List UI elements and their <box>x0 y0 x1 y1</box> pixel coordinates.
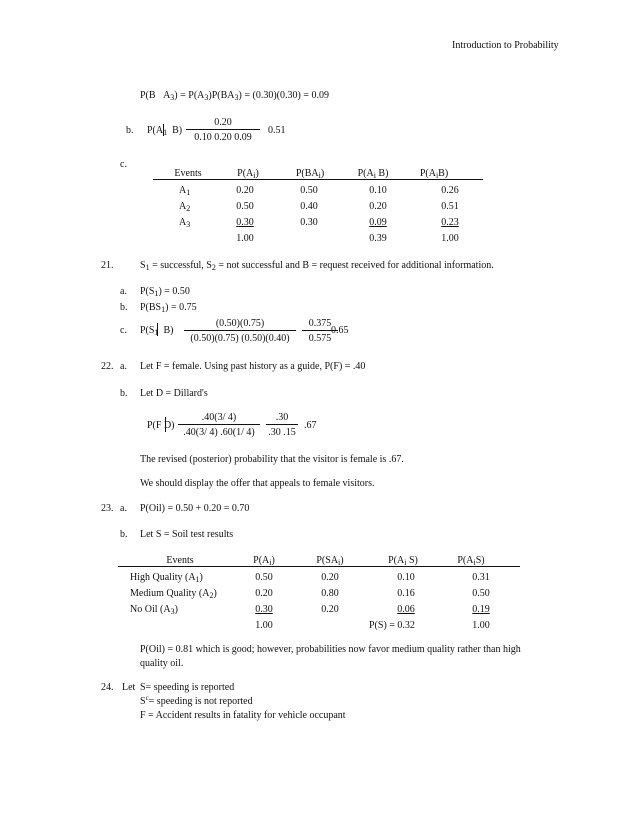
table-cell: 0.16 <box>397 588 415 599</box>
table-cell: 0.23 <box>441 217 459 228</box>
given-bar <box>157 323 158 336</box>
table-cell: 0.06 <box>397 604 415 615</box>
table-cell: 0.50 <box>236 201 254 212</box>
table-cell: 0.10 <box>369 185 387 196</box>
fraction-bar <box>184 330 296 331</box>
table-row-event: Medium Quality $(A_2)$ <box>130 588 217 600</box>
q23-col-events: Events <box>166 555 194 566</box>
q24-definition-3: F = Accident results in fatality for vehicle occupant <box>140 710 346 721</box>
q23-a-label: a. <box>120 503 127 514</box>
q21-c-denominator-2: 0.575 <box>308 333 332 344</box>
q21-c-numerator-2: 0.375 <box>308 318 332 329</box>
q20-bayes-line: P(B $A_3) = P(A_3)P(BA_3) = (0.30)(0.30) = 0.09$ <box>140 90 329 102</box>
q20-col-events: Events <box>174 168 202 179</box>
q21-c-denominator: (0.50)(0.75) (0.50)(0.40) <box>190 333 290 344</box>
q22-b-text: Let D = Dillard's <box>140 388 208 399</box>
q24-definition-1: S= speeding is reported <box>140 682 235 693</box>
q24-number: 24. <box>101 682 114 693</box>
given-bar <box>163 124 164 136</box>
table-row-event: $A_2$ <box>179 201 191 213</box>
q20-b-numerator: 0.20 <box>214 117 232 128</box>
table-cell: 0.50 <box>255 572 273 583</box>
q20-b-denominator: 0.10 0.20 0.09 <box>194 132 252 143</box>
table-total: 1.00 <box>236 233 254 244</box>
q22-b-label: b. <box>120 388 128 399</box>
q20-c-label: c. <box>120 159 127 170</box>
table-total: 1.00 <box>441 233 459 244</box>
q23-conclusion-line-1: P(Oil) = 0.81 which is good; however, probabilities now favor medium quality rather than high <box>140 644 521 655</box>
q24-let: Let <box>122 682 136 693</box>
running-header: Introduction to Probability <box>452 40 559 51</box>
q23-a-text: P(Oil) = 0.50 + 0.20 = 0.70 <box>140 503 250 514</box>
table-cell: 0.50 <box>472 588 490 599</box>
q22-result: .67 <box>304 420 317 431</box>
table-cell: 0.51 <box>441 201 459 212</box>
table-header-rule <box>118 566 520 567</box>
table-cell: 0.80 <box>321 588 339 599</box>
q21-number: 21. <box>101 260 114 271</box>
table-cell: 0.10 <box>397 572 415 583</box>
q20-col-joint: $P(A_i$ B) <box>357 168 389 180</box>
q22-denominator: .40(3/ 4) .60(1/ 4) <box>183 427 255 438</box>
q21-c-result: 0.65 <box>331 325 349 336</box>
q21-b-label: b. <box>120 302 128 313</box>
table-total: 0.39 <box>369 233 387 244</box>
table-cell: 0.19 <box>472 604 490 615</box>
table-cell: 0.30 <box>236 217 254 228</box>
q22-line-1: The revised (posterior) probability that the visitor is female is .67. <box>140 454 404 465</box>
table-cell: 0.20 <box>321 604 339 615</box>
q21-a-label: a. <box>120 286 127 297</box>
table-cell: 0.30 <box>300 217 318 228</box>
q21-c-label: c. <box>120 325 127 336</box>
table-cell: 0.20 <box>369 201 387 212</box>
table-total: P(S) = 0.32 <box>369 620 415 631</box>
q21-c-lhs: $P(S_1$ B) <box>140 325 174 337</box>
q21-c-numerator: (0.50)(0.75) <box>215 318 265 329</box>
table-cell: 0.50 <box>300 185 318 196</box>
q23-conclusion-line-2: quality oil. <box>140 658 184 669</box>
fraction-bar <box>266 424 298 425</box>
q22-number: 22. <box>101 361 114 372</box>
q20-b-lhs: $P(A_1$ B) <box>147 125 183 137</box>
q22-denominator-2: .30 .15 <box>268 427 296 438</box>
q23-col-joint: $P(A_i$ S) <box>388 555 418 567</box>
table-total: 1.00 <box>255 620 273 631</box>
q21-b-text: $P(BS_1) = 0.75$ <box>140 302 197 314</box>
q23-b-text: Let S = Soil test results <box>140 529 234 540</box>
q20-b-result: 0.51 <box>268 125 286 136</box>
table-cell: 0.31 <box>472 572 490 583</box>
q24-definition-2: $S^c=$ speeding is not reported <box>140 694 253 707</box>
q22-a-text: Let F = female. Using past history as a guide, P(F) = .40 <box>140 361 366 372</box>
table-row-event: $A_3$ <box>179 217 191 229</box>
q21-statement: $S_1$ = successful, $S_2$ = not successful and B = request received for additional information. <box>140 260 494 272</box>
q22-numerator-2: .30 <box>275 412 289 423</box>
q20-col-prior: $P(A_i)$ <box>237 168 259 180</box>
table-cell: 0.20 <box>321 572 339 583</box>
q20-col-conditional: $P(BA_i)$ <box>295 168 325 180</box>
table-cell: 0.20 <box>255 588 273 599</box>
table-cell: 0.20 <box>236 185 254 196</box>
table-total: 1.00 <box>472 620 490 631</box>
q22-a-label: a. <box>120 361 127 372</box>
table-row-event: No Oil $(A_3)$ <box>130 604 178 616</box>
q22-numerator: .40(3/ 4) <box>201 412 237 423</box>
q20-b-label: b. <box>126 125 134 136</box>
table-row-event: $A_1$ <box>179 185 191 197</box>
table-cell: 0.09 <box>369 217 387 228</box>
table-cell: 0.30 <box>255 604 273 615</box>
q22-line-2: We should display the offer that appeals to female visitors. <box>140 478 375 489</box>
q20-col-posterior: $P(A_iB)$ <box>419 168 449 180</box>
table-row-event: High Quality $(A_1)$ <box>130 572 203 584</box>
q23-col-prior: $P(A_i)$ <box>253 555 275 567</box>
table-cell: 0.40 <box>300 201 318 212</box>
q23-b-label: b. <box>120 529 128 540</box>
q22-lhs: P(F D) <box>147 420 175 431</box>
table-cell: 0.26 <box>441 185 459 196</box>
fraction-bar <box>178 424 260 425</box>
q23-col-posterior: $P(A_iS)$ <box>457 555 485 567</box>
fraction-bar <box>186 129 260 130</box>
given-bar <box>165 417 166 432</box>
q23-number: 23. <box>101 503 114 514</box>
q21-a-text: $P(S_1) = 0.50$ <box>140 286 190 298</box>
q23-col-conditional: $P(SA_i)$ <box>316 555 344 567</box>
